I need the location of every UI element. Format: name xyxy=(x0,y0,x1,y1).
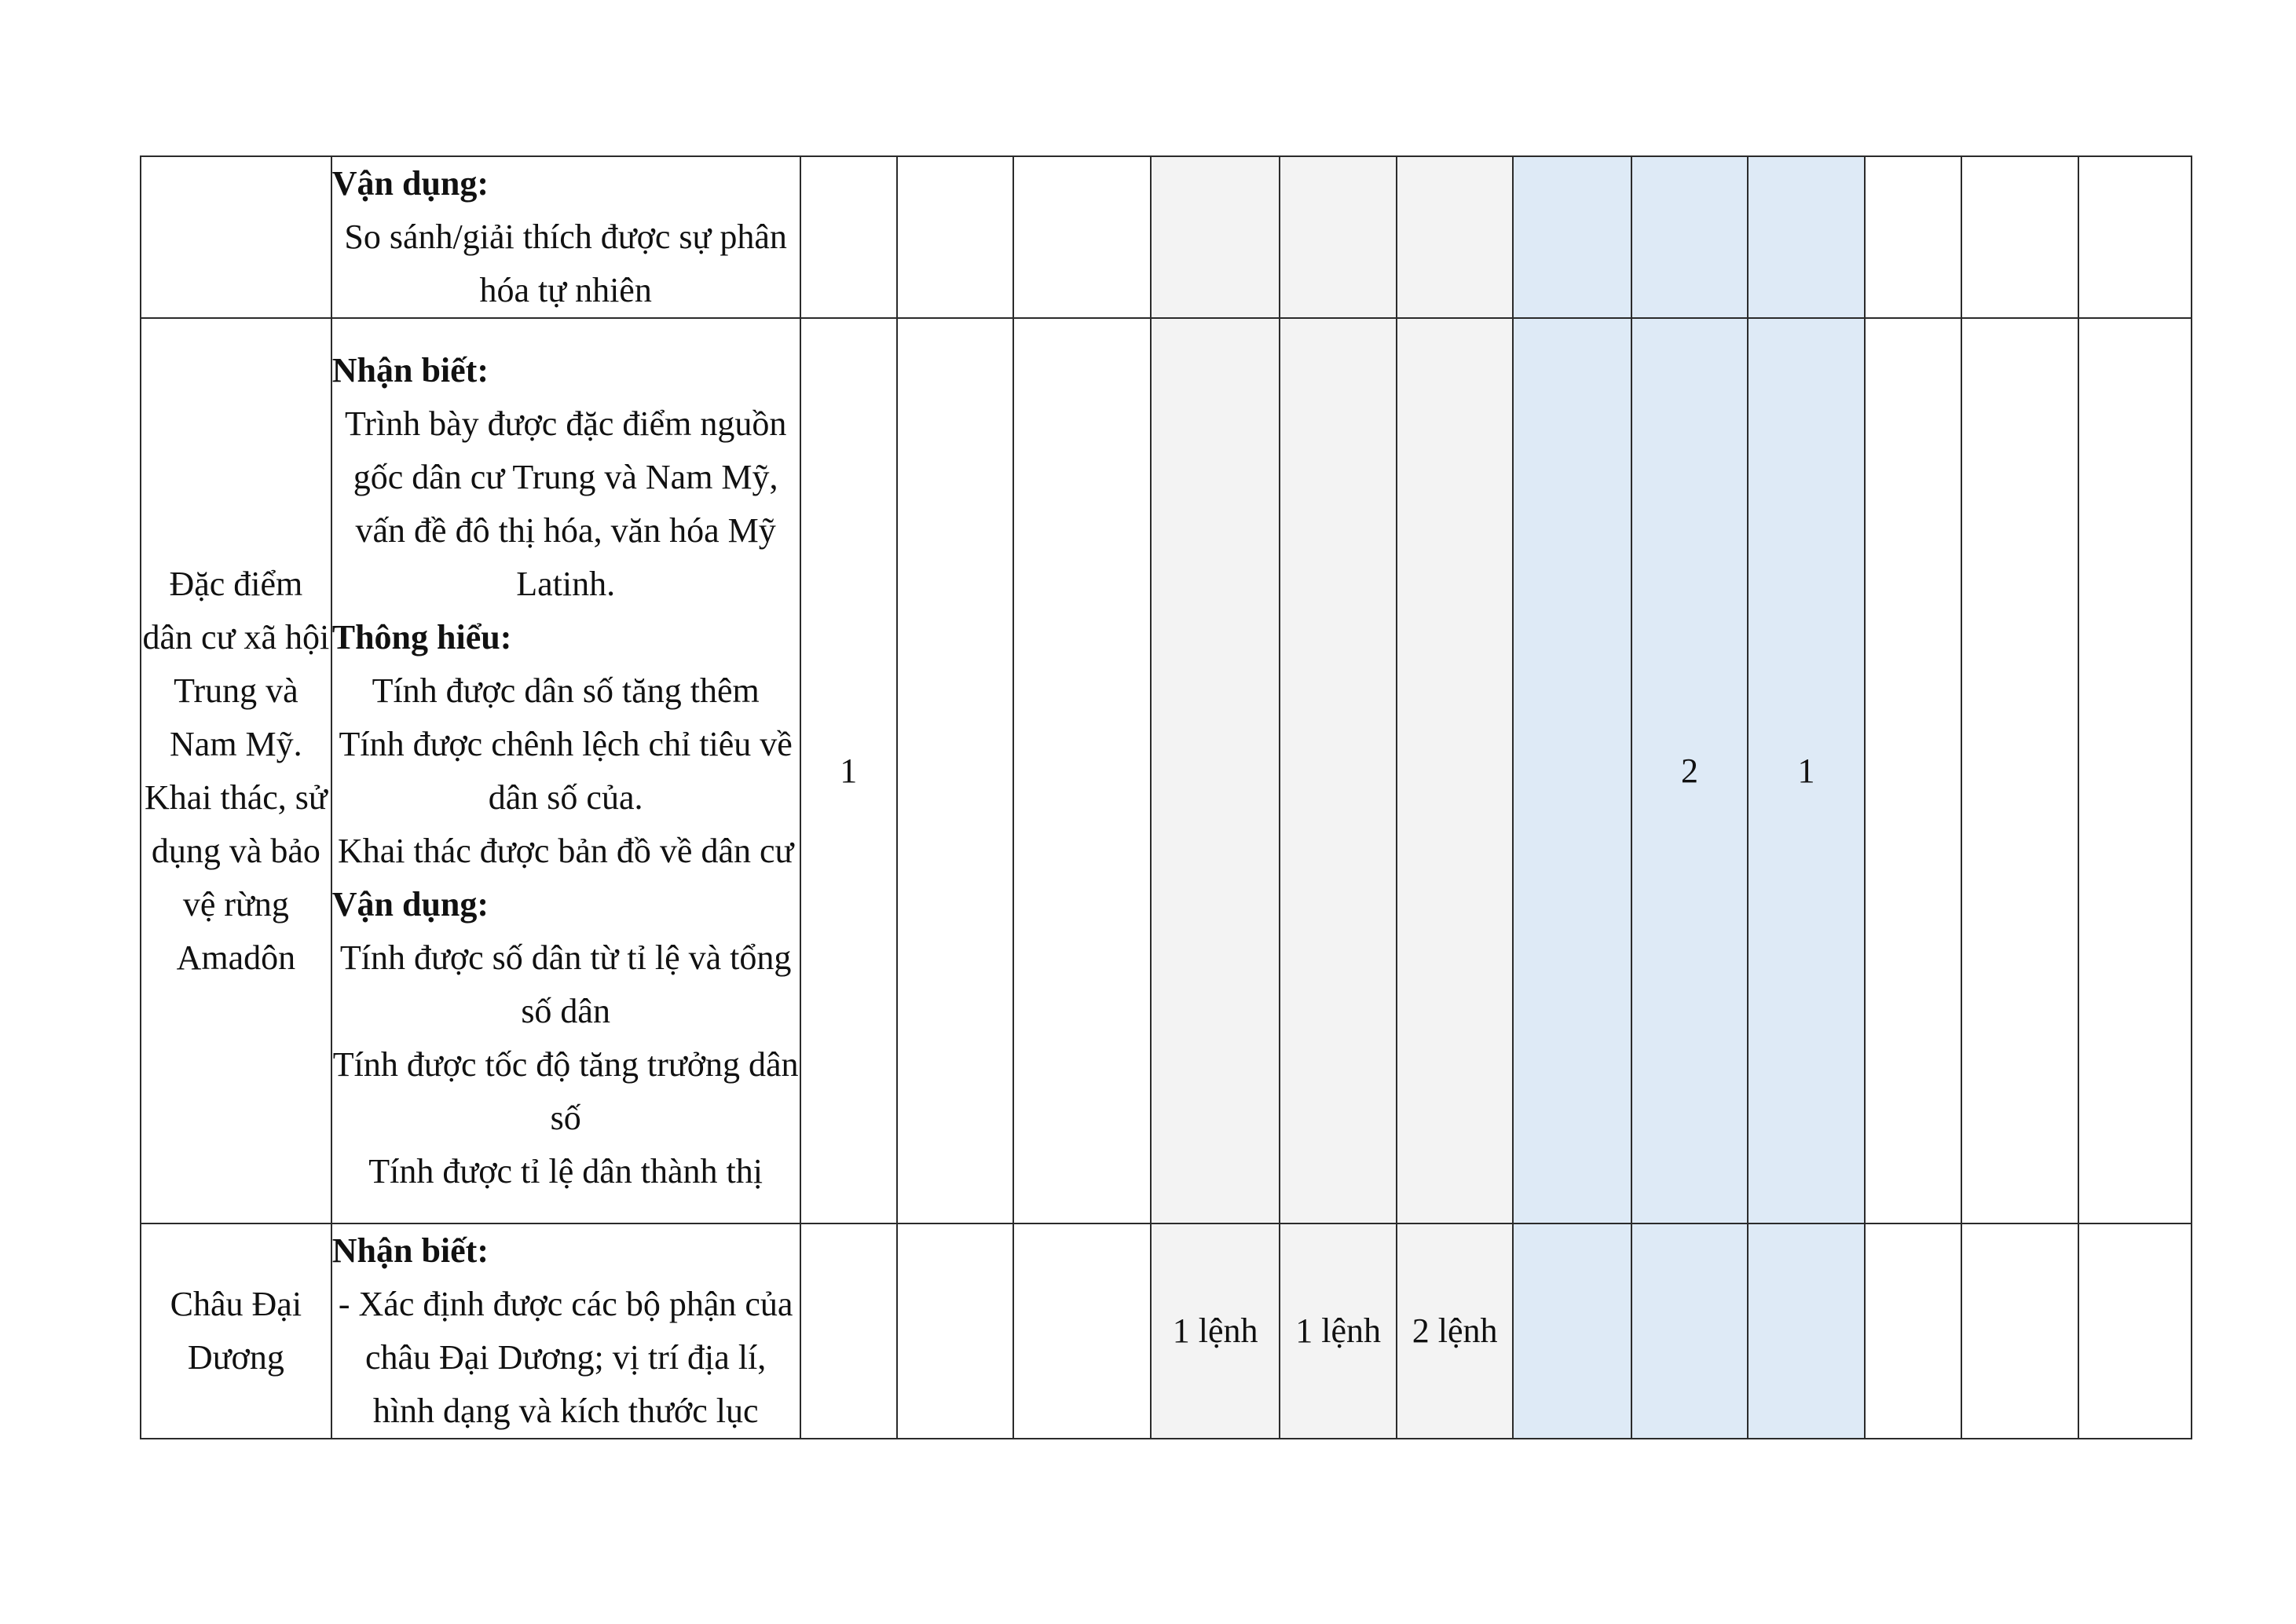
description-line: So sánh/giải thích được sự phân hóa tự nhiên xyxy=(344,218,787,309)
topic-cell: Châu Đại Dương xyxy=(141,1223,331,1439)
description-line: - Xác định được các bộ phận của châu Đại Dương; vị trí địa lí, hình dạng và kích thước lục xyxy=(338,1285,793,1430)
description-line: Khai thác được bản đồ về dân cư xyxy=(337,831,794,870)
count-cell xyxy=(1013,156,1151,318)
count-cell xyxy=(1397,318,1513,1223)
assessment-matrix-table xyxy=(140,155,2192,1439)
count-cell xyxy=(1513,1223,1631,1439)
topic-cell xyxy=(141,156,331,318)
matrix-body xyxy=(141,156,2192,1439)
count-cell xyxy=(2078,318,2192,1223)
count-cell xyxy=(1961,318,2078,1223)
table-row xyxy=(141,156,2192,318)
count-cell: 1 lệnh xyxy=(1151,1223,1280,1439)
description-line: Tính được chênh lệch chỉ tiêu về dân số của. xyxy=(339,724,793,817)
count-cell: 1 xyxy=(1748,318,1864,1223)
description-line: Tính được số dân từ tỉ lệ và tổng số dân xyxy=(339,938,792,1030)
table-row xyxy=(141,318,2192,1223)
level-heading: Nhận biết: xyxy=(331,350,489,390)
count-cell xyxy=(2078,1223,2192,1439)
count-cell xyxy=(1280,156,1396,318)
description-line: Trình bày được đặc điểm nguồn gốc dân cư Trung và Nam Mỹ, vấn đề đô thị hóa, văn hóa Mỹ Latinh. xyxy=(344,404,787,603)
count-cell xyxy=(1397,156,1513,318)
count-cell xyxy=(897,1223,1013,1439)
description-cell xyxy=(331,1223,800,1439)
count-cell xyxy=(897,318,1013,1223)
count-cell xyxy=(897,156,1013,318)
count-cell xyxy=(1748,156,1864,318)
count-cell xyxy=(1013,1223,1151,1439)
level-heading: Nhận biết: xyxy=(331,1231,489,1270)
count-cell: 2 lệnh xyxy=(1397,1223,1513,1439)
description-cell xyxy=(331,318,800,1223)
count-cell xyxy=(1151,156,1280,318)
count-cell: 1 lệnh xyxy=(1280,1223,1396,1439)
count-cell xyxy=(1865,1223,1961,1439)
topic-cell: Đặc điểm dân cư xã hội Trung và Nam Mỹ. Khai thác, sử dụng và bảo vệ rừng Amadôn xyxy=(141,318,331,1223)
count-cell xyxy=(800,156,897,318)
count-cell xyxy=(1631,1223,1748,1439)
count-cell: 2 xyxy=(1631,318,1748,1223)
count-cell xyxy=(1961,1223,2078,1439)
count-cell xyxy=(1280,318,1396,1223)
count-cell xyxy=(1013,318,1151,1223)
count-cell xyxy=(1151,318,1280,1223)
count-cell xyxy=(1961,156,2078,318)
count-cell xyxy=(1865,156,1961,318)
level-heading: Vận dụng: xyxy=(331,884,489,924)
description-cell xyxy=(331,156,800,318)
description-line: Tính được dân số tăng thêm xyxy=(372,671,760,710)
count-cell xyxy=(1748,1223,1864,1439)
count-cell xyxy=(1513,318,1631,1223)
count-cell xyxy=(1865,318,1961,1223)
level-heading: Vận dụng: xyxy=(331,164,489,203)
table-row xyxy=(141,1223,2192,1439)
description-line: Tính được tốc độ tăng trưởng dân số xyxy=(332,1044,799,1137)
count-cell xyxy=(800,1223,897,1439)
level-heading: Thông hiểu: xyxy=(331,617,512,657)
count-cell: 1 xyxy=(800,318,897,1223)
description-line: Tính được tỉ lệ dân thành thị xyxy=(368,1151,763,1191)
count-cell xyxy=(2078,156,2192,318)
count-cell xyxy=(1513,156,1631,318)
count-cell xyxy=(1631,156,1748,318)
